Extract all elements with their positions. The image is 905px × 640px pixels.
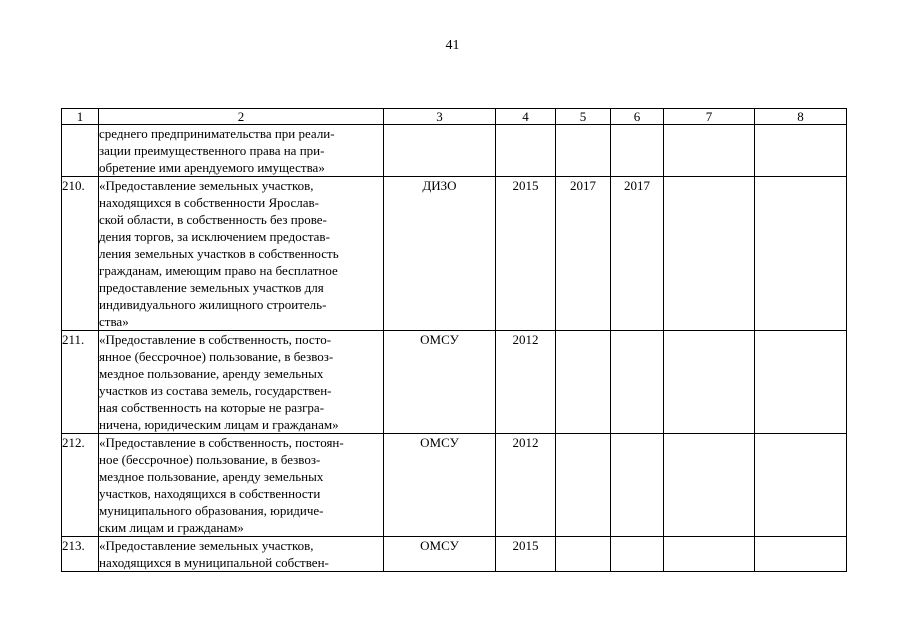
row-number-cell: 211. xyxy=(62,331,99,434)
year-cell xyxy=(556,125,611,177)
column-header: 1 xyxy=(62,109,99,125)
column-8-cell xyxy=(755,434,847,537)
table-row xyxy=(62,434,847,537)
service-name-line: предоставление земельных участков для xyxy=(99,280,324,295)
service-name-cell xyxy=(99,125,384,177)
page-number: 41 xyxy=(445,38,460,53)
year-cell: 2017 xyxy=(611,177,664,331)
responsible-cell: ОМСУ xyxy=(384,434,496,537)
service-name-line: индивидуального жилищного строитель- xyxy=(99,297,327,312)
column-8-cell xyxy=(755,125,847,177)
column-header: 3 xyxy=(384,109,496,125)
service-name-line: участков из состава земель, государствен- xyxy=(99,383,332,398)
service-name-cell xyxy=(99,331,384,434)
year-cell: 2017 xyxy=(556,177,611,331)
responsible-cell xyxy=(384,125,496,177)
column-header: 6 xyxy=(611,109,664,125)
year-cell xyxy=(611,331,664,434)
year-cell xyxy=(556,331,611,434)
row-number-cell xyxy=(62,125,99,177)
row-number-cell: 210. xyxy=(62,177,99,331)
column-header: 5 xyxy=(556,109,611,125)
column-7-cell xyxy=(664,331,755,434)
table-row xyxy=(62,331,847,434)
responsible-cell: ОМСУ xyxy=(384,537,496,572)
responsible-cell: ОМСУ xyxy=(384,331,496,434)
column-header: 2 xyxy=(99,109,384,125)
table-row xyxy=(62,537,847,572)
service-name-line: гражданам, имеющим право на бесплатное xyxy=(99,263,338,278)
responsible-cell: ДИЗО xyxy=(384,177,496,331)
column-8-cell xyxy=(755,331,847,434)
services-table xyxy=(61,108,847,572)
year-cell: 2015 xyxy=(496,537,556,572)
year-cell: 2015 xyxy=(496,177,556,331)
service-name-line: ная собственность на которые не разгра- xyxy=(99,400,325,415)
service-name-line: «Предоставление земельных участков, xyxy=(99,178,314,193)
year-cell xyxy=(556,537,611,572)
service-name-line: ничена, юридическим лицам и гражданам» xyxy=(99,417,339,432)
column-header: 4 xyxy=(496,109,556,125)
service-name-cell xyxy=(99,537,384,572)
year-cell xyxy=(611,434,664,537)
column-7-cell xyxy=(664,537,755,572)
year-cell xyxy=(556,434,611,537)
row-number-cell: 213. xyxy=(62,537,99,572)
service-name-cell xyxy=(99,434,384,537)
column-8-cell xyxy=(755,177,847,331)
service-name-cell xyxy=(99,177,384,331)
year-cell xyxy=(611,125,664,177)
row-number-cell: 212. xyxy=(62,434,99,537)
service-name-line: находящихся в муниципальной собствен- xyxy=(99,555,329,570)
service-name-line: «Предоставление в собственность, посто- xyxy=(99,332,332,347)
service-name-line: «Предоставление земельных участков, xyxy=(99,538,314,553)
year-cell: 2012 xyxy=(496,331,556,434)
year-cell: 2012 xyxy=(496,434,556,537)
service-name-line: мездное пользование, аренду земельных xyxy=(99,366,324,381)
service-name-line: янное (бессрочное) пользование, в безвоз- xyxy=(99,349,334,364)
year-cell xyxy=(496,125,556,177)
column-7-cell xyxy=(664,125,755,177)
column-7-cell xyxy=(664,177,755,331)
service-name-line: ской области, в собственность без прове- xyxy=(99,212,327,227)
header-row xyxy=(62,109,847,125)
service-name-line: мездное пользование, аренду земельных xyxy=(99,469,324,484)
service-name-line: ским лицам и гражданам» xyxy=(99,520,244,535)
table-row xyxy=(62,125,847,177)
service-name-line: «Предоставление в собственность, постоян- xyxy=(99,435,344,450)
service-name-line: ное (бессрочное) пользование, в безвоз- xyxy=(99,452,321,467)
service-name-line: участков, находящихся в собственности xyxy=(99,486,321,501)
column-8-cell xyxy=(755,537,847,572)
service-name-line: ства» xyxy=(99,314,129,329)
column-7-cell xyxy=(664,434,755,537)
service-name-line: дения торгов, за исключением предостав- xyxy=(99,229,330,244)
service-name-line: обретение ими арендуемого имущества» xyxy=(99,160,325,175)
service-name-line: муниципального образования, юридиче- xyxy=(99,503,324,518)
service-name-line: зации преимущественного права на при- xyxy=(99,143,325,158)
service-name-line: ления земельных участков в собственность xyxy=(99,246,339,261)
service-name-line: среднего предпринимательства при реали- xyxy=(99,126,335,141)
column-header: 7 xyxy=(664,109,755,125)
service-name-line: находящихся в собственности Ярослав- xyxy=(99,195,319,210)
year-cell xyxy=(611,537,664,572)
table-row xyxy=(62,177,847,331)
column-header: 8 xyxy=(755,109,847,125)
